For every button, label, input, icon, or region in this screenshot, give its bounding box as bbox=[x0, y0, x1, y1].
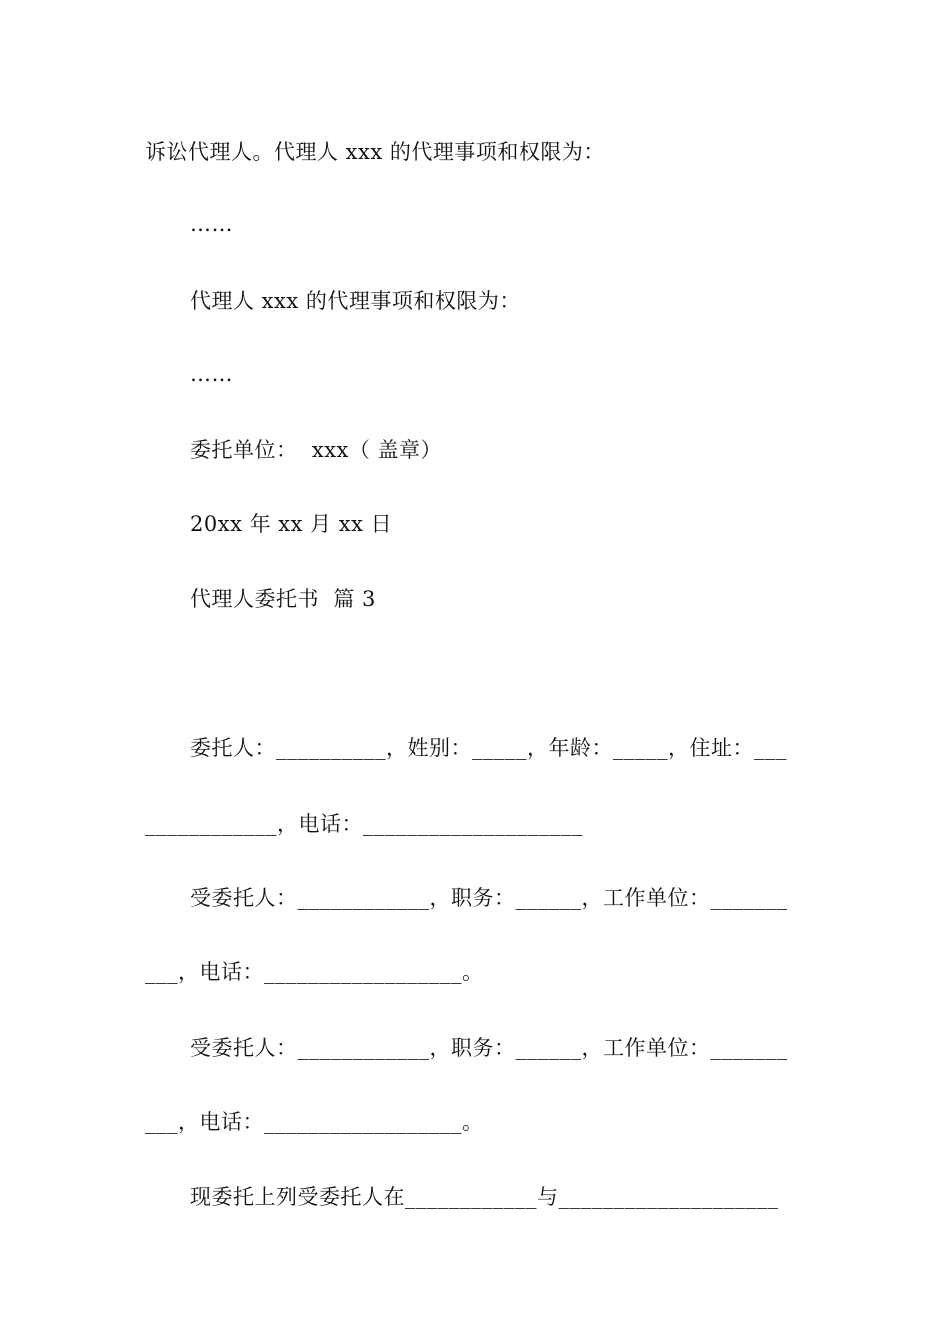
paragraph-agent-scope: 代理人 xxx 的代理事项和权限为： bbox=[190, 289, 521, 313]
agent-info-continued: ___，电话：__________________。 bbox=[145, 960, 484, 984]
agent-info-continued: ___，电话：__________________。 bbox=[145, 1110, 484, 1134]
agent-info-line: 受委托人：____________，职务：______，工作单位：_______ bbox=[190, 1036, 788, 1060]
entrustment-statement-line: 现委托上列受委托人在____________与____________________ bbox=[190, 1185, 779, 1209]
ellipsis-line: …… bbox=[190, 212, 233, 236]
ellipsis-line: …… bbox=[190, 362, 233, 386]
entrusting-unit-line: 委托单位： xxx（ 盖章） bbox=[190, 438, 443, 462]
paragraph-agent-scope-intro: 诉讼代理人。代理人 xxx 的代理事项和权限为： bbox=[145, 140, 605, 164]
agent-info-line: 受委托人：____________，职务：______，工作单位：_______ bbox=[190, 886, 788, 910]
principal-info-line: 委托人：__________，姓别：_____，年龄：_____，住址：___ bbox=[190, 736, 787, 760]
date-line: 20xx 年 xx 月 xx 日 bbox=[190, 512, 393, 536]
section-heading: 代理人委托书 篇 3 bbox=[190, 587, 376, 611]
principal-info-continued: ____________，电话：____________________ bbox=[145, 812, 583, 836]
